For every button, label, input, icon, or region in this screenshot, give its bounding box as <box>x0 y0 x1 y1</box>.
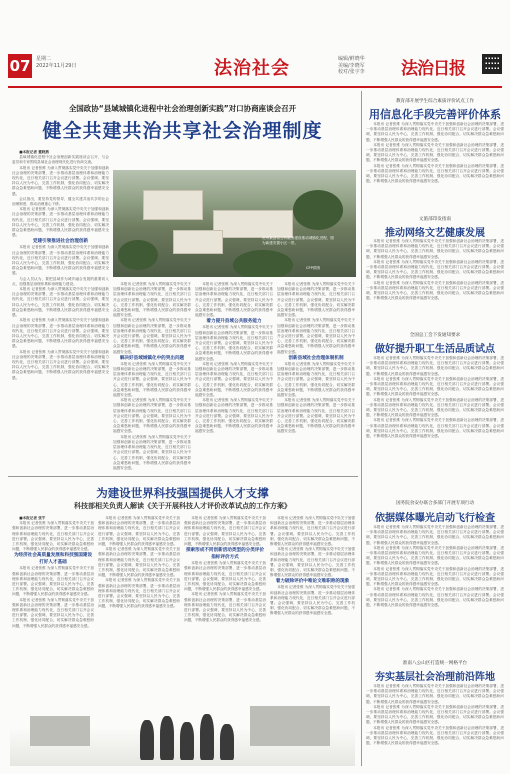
filler-text: 本报讯 记者张维 为深入贯彻落实党中央关于加强和创新社会治理的决策部署，进一步推动基层治理体系和治理能力现代化，近日相关部门召开会议进行部署。会议强调，要坚持以人民为中心，完善工作机制，强化协同配合，切实解决群众急难愁盼问题，不断增强人民群众的获得感幸福感安全感。 <box>184 516 266 547</box>
qr-code-icon <box>482 54 502 74</box>
filler-text: 本报讯 记者张维 为深入贯彻落实党中央关于加强和创新社会治理的决策部署，进一步推动基层治理体系和治理能力现代化，近日相关部门召开会议进行部署。会议强调，要坚持以人民为中心，完善工作机制，强化协同配合，切实解决群众急难愁盼问题，不断增强人民群众的获得感幸福感安全感。 <box>113 282 191 318</box>
brief4-title: 依据媒体曝光启动飞行检查 <box>375 513 495 524</box>
filler-text: 本报讯 记者张维 为深入贯彻落实党中央关于加强和创新社会治理的决策部署，进一步推动基层治理体系和治理能力现代化，近日相关部门召开会议进行部署。会议强调，要坚持以人民为中心，完善工作机制，强化协同配合，切实解决群众急难愁盼问题，不断增强人民群众的获得感幸福感安全感。 <box>366 725 504 746</box>
story2-subhead: 为经济社会高质量发展和科技强国建设打好人才基础 <box>13 553 93 566</box>
issue-date <box>36 56 76 70</box>
brief4-kicker: 国务院食安办联合多部门开展专项行动 <box>395 501 475 506</box>
filler-text: 本报讯 记者张维 为深入贯彻落实党中央关于加强和创新社会治理的决策部署，进一步推动基层治理体系和治理能力现代化，近日相关部门召开会议进行部署。会议强调，要坚持以人民为中心，完善工作机制，强化协同配合，切实解决群众急难愁盼问题，不断增强人民群众的获得感幸福感安全感。 <box>277 398 355 434</box>
lead-column-3 <box>195 282 273 472</box>
photo-building <box>173 230 223 254</box>
illustration-figure <box>220 724 234 760</box>
section-title: 法治社会 <box>214 58 290 79</box>
lead-column-2 <box>113 282 191 472</box>
filler-text: 本报讯 记者张维 为深入贯彻落实党中央关于加强和创新社会治理的决策部署，进一步推动基层治理体系和治理能力现代化，近日相关部门召开会议进行部署。会议强调，要坚持以人民为中心，完善工作机制，强化协同配合，切实解决群众急难愁盼问题，不断增强人民群众的获得感幸福感安全感。 <box>98 516 180 547</box>
brief2-title: 推动网络文艺健康发展 <box>385 228 485 239</box>
filler-text: 本报讯 记者张维 为深入贯彻落实党中央关于加强和创新社会治理的决策部署，进一步推动基层治理体系和治理能力现代化，近日相关部门召开会议进行部署。会议强调，要坚持以人民为中心，完善工作机制，强化协同配合，切实解决群众急难愁盼问题，不断增强人民群众的获得感幸福感安全感。 <box>12 597 94 628</box>
issue-day: 星期二 <box>36 56 52 62</box>
brief3-title: 做好提升职工生活品质试点 <box>375 344 495 355</box>
lead-subhead: 解决好县域城镇化中的突出问题 <box>119 355 185 361</box>
photo-credit: CFP供图 <box>306 266 320 270</box>
illustration-building <box>250 706 330 746</box>
photo-caption: 贵州某县以公共服务建设推动城镇化进程，图为新建安置小区一景。 <box>262 236 334 245</box>
bottom-illustration <box>10 680 355 766</box>
illustration-figure <box>160 716 174 760</box>
lead-column-4 <box>277 282 355 472</box>
filler-text: 本报讯 记者张维 为深入贯彻落实党中央关于加强和创新社会治理的决策部署，进一步推动基层治理体系和治理能力现代化，近日相关部门召开会议进行部署。会议强调，要坚持以人民为中心，完善工作机制，强化协同配合，切实解决群众急难愁盼问题，不断增强人民群众的获得感幸福感安全感。 <box>366 259 504 280</box>
photo-tree <box>118 240 158 270</box>
filler-text: 本报讯 记者张维 为深入贯彻落实党中央关于加强和创新社会治理的决策部署，进一步推动基层治理体系和治理能力现代化，近日相关部门召开会议进行部署。会议强调，要坚持以人民为中心，完善工作机制，强化协同配合，切实解决群众急难愁盼问题，不断增强人民群众的获得感幸福感安全感。 <box>12 349 109 380</box>
lead-paragraph: 会议指出，要坚持党的领导，健全共建共治共享的社会治理制度，推动治理重心下移。 <box>12 196 109 207</box>
brief4-body <box>366 525 504 655</box>
filler-text: 本报讯 记者张维 为深入贯彻落实党中央关于加强和创新社会治理的决策部署，进一步推动基层治理体系和治理能力现代化，近日相关部门召开会议进行部署。会议强调，要坚持以人民为中心，完善工作机制，强化协同配合，切实解决群众急难愁盼问题，不断增强人民群众的获得感幸福感安全感。 <box>184 592 266 623</box>
story2-subhead: 探索形成不同创新活动类型的分类评价指标评价方式 <box>185 548 265 561</box>
filler-text: 本报讯 记者张维 为深入贯彻落实党中央关于加强和创新社会治理的决策部署，进一步推动基层治理体系和治理能力现代化，近日相关部门召开会议进行部署。会议强调，要坚持以人民为中心，完善工作机制，强化协同配合，切实解决群众急难愁盼问题，不断增强人民群众的获得感幸福感安全感。 <box>270 585 355 616</box>
filler-text: 本报讯 记者张维 为深入贯彻落实党中央关于加强和创新社会治理的决策部署，进一步推动基层治理体系和治理能力现代化，近日相关部门召开会议进行部署。会议强调，要坚持以人民为中心，完善工作机制，强化协同配合，切实解决群众急难愁盼问题，不断增强人民群众的获得感幸福感安全感。 <box>195 325 273 361</box>
filler-text: 本报讯 记者张维 为深入贯彻落实党中央关于加强和创新社会治理的决策部署，进一步推动基层治理体系和治理能力现代化，近日相关部门召开会议进行部署。会议强调，要坚持以人民为中心，完善工作机制，强化协同配合，切实解决群众急难愁盼问题，不断增强人民群众的获得感幸福感安全感。 <box>195 361 273 398</box>
filler-text: 本报讯 记者张维 为深入贯彻落实党中央关于加强和创新社会治理的决策部署，进一步推动基层治理体系和治理能力现代化，近日相关部门召开会议进行部署。会议强调，要坚持以人民为中心，完善工作机制，强化协同配合，切实解决群众急难愁盼问题，不断增强人民群众的获得感幸福感安全感。 <box>366 239 504 259</box>
filler-text: 本报讯 记者张维 为深入贯彻落实党中央关于加强和创新社会治理的决策部署，进一步推动基层治理体系和治理能力现代化，近日相关部门召开会议进行部署。会议强调，要坚持以人民为中心，完善工作机制，强化协同配合，切实解决群众急难愁盼问题，不断增强人民群众的获得感幸福感安全感。 <box>366 122 504 142</box>
brief3-body <box>366 356 504 486</box>
filler-text: 本报讯 记者张维 为深入贯彻落实党中央关于加强和创新社会治理的决策部署，进一步推动基层治理体系和治理能力现代化，近日相关部门召开会议进行部署。会议强调，要坚持以人民为中心，完善工作机制，强化协同配合，切实解决群众急难愁盼问题，不断增强人民群众的获得感幸福感安全感。 <box>195 282 273 318</box>
brief2-kicker: 文旅部印发指南 <box>418 217 452 222</box>
brief5-kicker: 淮南八公山区打造统一网格平台 <box>402 661 468 666</box>
masthead <box>8 54 502 84</box>
story2-column-1 <box>12 516 94 678</box>
filler-text: 本报讯 记者张维 为深入贯彻落实党中央关于加强和创新社会治理的决策部署，进一步推动基层治理体系和治理能力现代化，近日相关部门召开会议进行部署。会议强调，要坚持以人民为中心，完善工作机制，强化协同配合，切实解决群众急难愁盼问题，不断增强人民群众的获得感幸福感安全感。 <box>12 245 109 276</box>
photo-tree <box>233 250 293 277</box>
illustration-figure <box>140 720 154 760</box>
lead-paragraph: 与会人员认为，要把县域作为城乡融合发展的重要切入点，加强基层治理体系和治理能力建设。 <box>12 276 109 286</box>
filler-text: 本报讯 记者张维 为深入贯彻落实党中央关于加强和创新社会治理的决策部署，进一步推动基层治理体系和治理能力现代化，近日相关部门召开会议进行部署。会议强调，要坚持以人民为中心，完善工作机制，强化协同配合，切实解决群众急难愁盼问题，不断增强人民群众的获得感幸福感安全感。 <box>366 356 504 376</box>
brief1-body <box>366 122 504 214</box>
story2-headline: 为建设世界科技强国提供人才支撑 <box>96 486 269 500</box>
editor-line: 美编/李晓军 <box>338 62 365 69</box>
newspaper-logo: 法治日报 <box>401 59 465 79</box>
filler-text: 本报讯 记者张维 为深入贯彻落实党中央关于加强和创新社会治理的决策部署，进一步推动基层治理体系和治理能力现代化，近日相关部门召开会议进行部署。会议强调，要坚持以人民为中心，完善工作机制，强化协同配合，切实解决群众急难愁盼问题，不断增强人民群众的获得感幸福感安全感。 <box>98 578 180 609</box>
filler-text: 本报讯 记者张维 为深入贯彻落实党中央关于加强和创新社会治理的决策部署，进一步推动基层治理体系和治理能力现代化，近日相关部门召开会议进行部署。会议强调，要坚持以人民为中心，完善工作机制，强化协同配合，切实解决群众急难愁盼问题，不断增强人民群众的获得感幸福感安全感。 <box>113 361 191 398</box>
brief1-title: 用信息化手段完善评价体系 <box>369 108 501 121</box>
filler-text: 本报讯 记者张维 为深入贯彻落实党中央关于加强和创新社会治理的决策部署，进一步推动基层治理体系和治理能力现代化，近日相关部门召开会议进行部署。会议强调，要坚持以人民为中心，完善工作机制，强化协同配合，切实解决群众急难愁盼问题，不断增强人民群众的获得感幸福感安全感。 <box>366 418 504 439</box>
page-number: 07 <box>8 54 32 78</box>
filler-text: 本报讯 记者张维 为深入贯彻落实党中央关于加强和创新社会治理的决策部署，进一步推动基层治理体系和治理能力现代化，近日相关部门召开会议进行部署。会议强调，要坚持以人民为中心，完善工作机制，强化协同配合，切实解决群众急难愁盼问题，不断增强人民群众的获得感幸福感安全感。 <box>366 587 504 608</box>
photo-tree <box>293 190 343 230</box>
story-divider <box>8 476 358 477</box>
filler-text: 本报讯 记者张维 为深入贯彻落实党中央关于加强和创新社会治理的决策部署，进一步推动基层治理体系和治理能力现代化，近日相关部门召开会议进行部署。会议强调，要坚持以人民为中心，完善工作机制，强化协同配合，切实解决群众急难愁盼问题，不断增强人民群众的获得感幸福感安全感。 <box>12 165 109 196</box>
illustration-figure <box>200 714 214 760</box>
lead-photo <box>113 170 356 277</box>
lead-byline: ■本报记者 董晓燕 <box>19 150 49 154</box>
lead-subhead: 创新县域社会治理体制机制 <box>288 355 344 361</box>
filler-text: 本报讯 记者张维 为深入贯彻落实党中央关于加强和创新社会治理的决策部署，进一步推动基层治理体系和治理能力现代化，近日相关部门召开会议进行部署。会议强调，要坚持以人民为中心，完善工作机制，强化协同配合，切实解决群众急难愁盼问题，不断增强人民群众的获得感幸福感安全感。 <box>12 318 109 349</box>
story2-column-2 <box>98 516 180 678</box>
editor-line: 校对/张宇李 <box>338 69 365 75</box>
story2-subtitle: 科技部相关负责人解读《关于开展科技人才评价改革试点的工作方案》 <box>74 502 291 510</box>
filler-text: 本报讯 记者张维 为深入贯彻落实党中央关于加强和创新社会治理的决策部署，进一步推动基层治理体系和治理能力现代化，近日相关部门召开会议进行部署。会议强调，要坚持以人民为中心，完善工作机制，强化协同配合，切实解决群众急难愁盼问题，不断增强人民群众的获得感幸福感安全感。 <box>270 547 355 578</box>
filler-text: 本报讯 记者张维 为深入贯彻落实党中央关于加强和创新社会治理的决策部署，进一步推动基层治理体系和治理能力现代化，近日相关部门召开会议进行部署。会议强调，要坚持以人民为中心，完善工作机制，强化协同配合，切实解决群众急难愁盼问题，不断增强人民群众的获得感幸福感安全感。 <box>277 282 355 318</box>
brief5-title: 夯实基层社会治理前沿阵地 <box>375 672 495 683</box>
filler-text: 本报讯 记者张维 为深入贯彻落实党中央关于加强和创新社会治理的决策部署，进一步推动基层治理体系和治理能力现代化，近日相关部门召开会议进行部署。会议强调，要坚持以人民为中心，完善工作机制，强化协同配合，切实解决群众急难愁盼问题，不断增强人民群众的获得感幸福感安全感。 <box>195 398 273 434</box>
filler-text: 本报讯 记者张维 为深入贯彻落实党中央关于加强和创新社会治理的决策部署，进一步推动基层治理体系和治理能力现代化，近日相关部门召开会议进行部署。会议强调，要坚持以人民为中心，完善工作机制，强化协同配合，切实解决群众急难愁盼问题，不断增强人民群众的获得感幸福感安全感。 <box>366 397 504 418</box>
lead-headline: 健全共建共治共享社会治理制度 <box>42 120 323 142</box>
filler-text: 本报讯 记者张维 为深入贯彻落实党中央关于加强和创新社会治理的决策部署，进一步推动基层治理体系和治理能力现代化，近日相关部门召开会议进行部署。会议强调，要坚持以人民为中心，完善工作机制，强化协同配合，切实解决群众急难愁盼问题，不断增强人民群众的获得感幸福感安全感。 <box>12 566 94 597</box>
brief5-body <box>366 684 504 768</box>
filler-text: 本报讯 记者张维 为深入贯彻落实党中央关于加强和创新社会治理的决策部署，进一步推动基层治理体系和治理能力现代化，近日相关部门召开会议进行部署。会议强调，要坚持以人民为中心，完善工作机制，强化协同配合，切实解决群众急难愁盼问题，不断增强人民群众的获得感幸福感安全感。 <box>12 207 109 238</box>
filler-text: 本报讯 记者张维 为深入贯彻落实党中央关于加强和创新社会治理的决策部署，进一步推动基层治理体系和治理能力现代化，近日相关部门召开会议进行部署。会议强调，要坚持以人民为中心，完善工作机制，强化协同配合，切实解决群众急难愁盼问题，不断增强人民群众的获得感幸福感安全感。 <box>366 280 504 301</box>
lead-kicker: 全国政协“县域城镇化进程中社会治理创新实践”对口协商座谈会召开 <box>68 104 297 113</box>
filler-text: 本报讯 记者张维 为深入贯彻落实党中央关于加强和创新社会治理的决策部署，进一步推动基层治理体系和治理能力现代化，近日相关部门召开会议进行部署。会议强调，要坚持以人民为中心，完善工作机制，强化协同配合，切实解决群众急难愁盼问题，不断增强人民群众的获得感幸福感安全感。 <box>366 376 504 397</box>
lead-column-1 <box>12 150 109 470</box>
filler-text: 本报讯 记者张维 为深入贯彻落实党中央关于加强和创新社会治理的决策部署，进一步推动基层治理体系和治理能力现代化，近日相关部门召开会议进行部署。会议强调，要坚持以人民为中心，完善工作机制，强化协同配合，切实解决群众急难愁盼问题，不断增强人民群众的获得感幸福感安全感。 <box>366 684 504 704</box>
filler-text: 本报讯 记者张维 为深入贯彻落实党中央关于加强和创新社会治理的决策部署，进一步推动基层治理体系和治理能力现代化，近日相关部门召开会议进行部署。会议强调，要坚持以人民为中心，完善工作机制，强化协同配合，切实解决群众急难愁盼问题，不断增强人民群众的获得感幸福感安全感。 <box>366 545 504 566</box>
photo-building <box>143 190 203 220</box>
story2-column-3 <box>184 516 266 678</box>
brief1-kicker: 教育部开展学生综合素质评价试点工作 <box>395 99 475 104</box>
story2-column-4 <box>270 516 355 678</box>
filler-text: 本报讯 记者张维 为深入贯彻落实党中央关于加强和创新社会治理的决策部署，进一步推动基层治理体系和治理能力现代化，近日相关部门召开会议进行部署。会议强调，要坚持以人民为中心，完善工作机制，强化协同配合，切实解决群众急难愁盼问题，不断增强人民群众的获得感幸福感安全感。 <box>366 163 504 184</box>
brief3-kicker: 全国总工会下发通知要求 <box>409 333 461 338</box>
story2-byline: ■本报记者 张宇 <box>19 516 46 520</box>
lead-subhead: 党建引领推进社会治理创新 <box>32 239 89 245</box>
filler-text: 本报讯 记者张维 为深入贯彻落实党中央关于加强和创新社会治理的决策部署，进一步推动基层治理体系和治理能力现代化，近日相关部门召开会议进行部署。会议强调，要坚持以人民为中心，完善工作机制，强化协同配合，切实解决群众急难愁盼问题，不断增强人民群众的获得感幸福感安全感。 <box>113 318 191 354</box>
filler-text: 本报讯 记者张维 为深入贯彻落实党中央关于加强和创新社会治理的决策部署，进一步推动基层治理体系和治理能力现代化，近日相关部门召开会议进行部署。会议强调，要坚持以人民为中心，完善工作机制，强化协同配合，切实解决群众急难愁盼问题，不断增强人民群众的获得感幸福感安全感。 <box>113 434 191 470</box>
filler-text: 本报讯 记者张维 为深入贯彻落实党中央关于加强和创新社会治理的决策部署，进一步推动基层治理体系和治理能力现代化，近日相关部门召开会议进行部署。会议强调，要坚持以人民为中心，完善工作机制，强化协同配合，切实解决群众急难愁盼问题，不断增强人民群众的获得感幸福感安全感。 <box>12 521 94 552</box>
photo-building <box>213 210 293 238</box>
issue-full-date: 2022年11月29日 <box>36 63 77 69</box>
illustration-figure <box>180 722 194 760</box>
editor-credits <box>338 56 365 76</box>
story2-subhead: 着力破除评价中唯论文唯职称的现象 <box>275 579 350 585</box>
lead-paragraph: 县域城镇化进程中社会治理创新实践座谈会召开，与会委员和专家围绕县域社会治理现代化进行协商交流。 <box>12 155 109 165</box>
editor-line: 编辑/鲜晓华 <box>338 56 365 62</box>
brief2-body <box>366 239 504 329</box>
filler-text: 本报讯 记者张维 为深入贯彻落实党中央关于加强和创新社会治理的决策部署，进一步推动基层治理体系和治理能力现代化，近日相关部门召开会议进行部署。会议强调，要坚持以人民为中心，完善工作机制，强化协同配合，切实解决群众急难愁盼问题，不断增强人民群众的获得感幸福感安全感。 <box>12 287 109 318</box>
filler-text: 本报讯 记者张维 为深入贯彻落实党中央关于加强和创新社会治理的决策部署，进一步推动基层治理体系和治理能力现代化，近日相关部门召开会议进行部署。会议强调，要坚持以人民为中心，完善工作机制，强化协同配合，切实解决群众急难愁盼问题，不断增强人民群众的获得感幸福感安全感。 <box>366 566 504 587</box>
filler-text: 本报讯 记者张维 为深入贯彻落实党中央关于加强和创新社会治理的决策部署，进一步推动基层治理体系和治理能力现代化，近日相关部门召开会议进行部署。会议强调，要坚持以人民为中心，完善工作机制，强化协同配合，切实解决群众急难愁盼问题，不断增强人民群众的获得感幸福感安全感。 <box>277 361 355 398</box>
header-divider <box>8 86 502 88</box>
lead-subhead: 着力提升县域公共服务能力 <box>206 319 262 325</box>
filler-text: 本报讯 记者张维 为深入贯彻落实党中央关于加强和创新社会治理的决策部署，进一步推动基层治理体系和治理能力现代化，近日相关部门召开会议进行部署。会议强调，要坚持以人民为中心，完善工作机制，强化协同配合，切实解决群众急难愁盼问题，不断增强人民群众的获得感幸福感安全感。 <box>184 561 266 592</box>
filler-text: 本报讯 记者张维 为深入贯彻落实党中央关于加强和创新社会治理的决策部署，进一步推动基层治理体系和治理能力现代化，近日相关部门召开会议进行部署。会议强调，要坚持以人民为中心，完善工作机制，强化协同配合，切实解决群众急难愁盼问题，不断增强人民群众的获得感幸福感安全感。 <box>98 547 180 578</box>
filler-text: 本报讯 记者张维 为深入贯彻落实党中央关于加强和创新社会治理的决策部署，进一步推动基层治理体系和治理能力现代化，近日相关部门召开会议进行部署。会议强调，要坚持以人民为中心，完善工作机制，强化协同配合，切实解决群众急难愁盼问题，不断增强人民群众的获得感幸福感安全感。 <box>113 398 191 434</box>
illustration-building <box>30 716 90 746</box>
column-divider <box>361 91 362 766</box>
filler-text: 本报讯 记者张维 为深入贯彻落实党中央关于加强和创新社会治理的决策部署，进一步推动基层治理体系和治理能力现代化，近日相关部门召开会议进行部署。会议强调，要坚持以人民为中心，完善工作机制，强化协同配合，切实解决群众急难愁盼问题，不断增强人民群众的获得感幸福感安全感。 <box>366 525 504 545</box>
filler-text: 本报讯 记者张维 为深入贯彻落实党中央关于加强和创新社会治理的决策部署，进一步推动基层治理体系和治理能力现代化，近日相关部门召开会议进行部署。会议强调，要坚持以人民为中心，完善工作机制，强化协同配合，切实解决群众急难愁盼问题，不断增强人民群众的获得感幸福感安全感。 <box>366 704 504 725</box>
filler-text: 本报讯 记者张维 为深入贯彻落实党中央关于加强和创新社会治理的决策部署，进一步推动基层治理体系和治理能力现代化，近日相关部门召开会议进行部署。会议强调，要坚持以人民为中心，完善工作机制，强化协同配合，切实解决群众急难愁盼问题，不断增强人民群众的获得感幸福感安全感。 <box>277 318 355 354</box>
filler-text: 本报讯 记者张维 为深入贯彻落实党中央关于加强和创新社会治理的决策部署，进一步推动基层治理体系和治理能力现代化，近日相关部门召开会议进行部署。会议强调，要坚持以人民为中心，完善工作机制，强化协同配合，切实解决群众急难愁盼问题，不断增强人民群众的获得感幸福感安全感。 <box>366 142 504 163</box>
filler-text: 本报讯 记者张维 为深入贯彻落实党中央关于加强和创新社会治理的决策部署，进一步推动基层治理体系和治理能力现代化，近日相关部门召开会议进行部署。会议强调，要坚持以人民为中心，完善工作机制，强化协同配合，切实解决群众急难愁盼问题，不断增强人民群众的获得感幸福感安全感。 <box>270 516 355 547</box>
